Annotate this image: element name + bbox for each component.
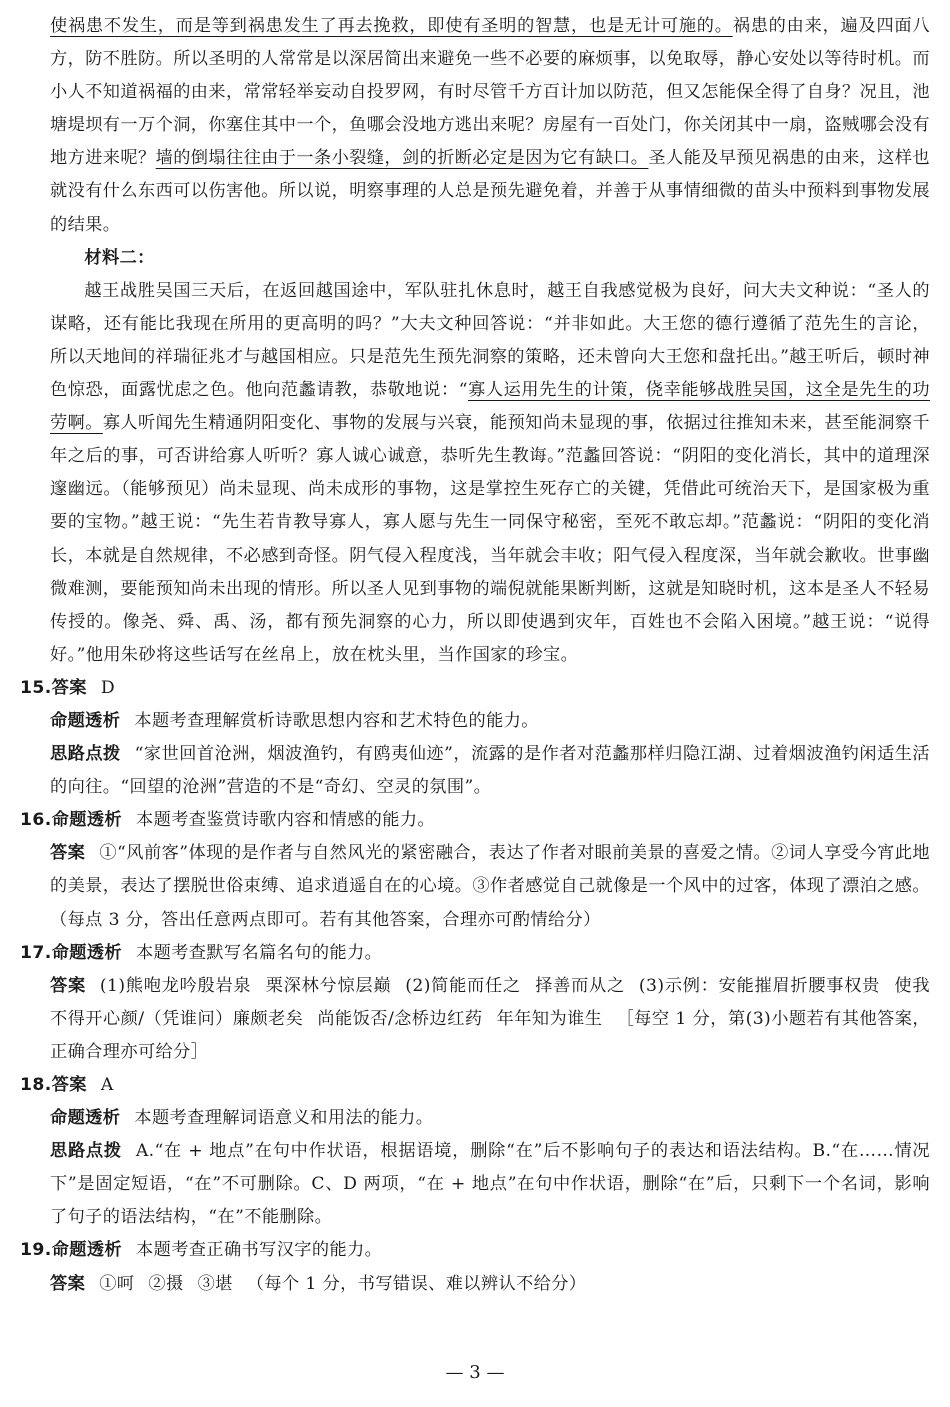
underlined-sentence: 墙的倒塌往往由于一条小裂缝，剑的折断必定是因为它有缺口。 — [155, 148, 649, 169]
analysis-label: 命题透析 — [50, 710, 121, 731]
analysis-text: 本题考查正确书写汉字的能力。 — [136, 1240, 383, 1261]
analysis-label: 命题透析 — [50, 1108, 121, 1129]
answer-text: ①“风前客”体现的是作者与自然风光的紧密融合，表达了作者对眼前美景的喜爱之情。②词人享受今宵此地的美景，表达了摆脱世俗束缚、追求逍遥自在的心境。③作者感觉自己就像是一个风中的过客，体现了漂泊之感。（每点 3 分，答出任意两点即可。若有其他答案，合理亦可酌情给分） — [50, 843, 930, 930]
q18-hint — [50, 1135, 930, 1234]
paragraph-text: 祸患的由来，遍及四面八方，防不胜防。所以圣明的人常常是以深居简出来避免一些不必要的麻烦事，以免取辱，静心安处以等待时机。而小人不知道祸福的由来，常常轻举妄动自投罗网，有时尽管千方百计加以防范，但又怎能保全得了自身？况且，池塘堤坝有一万个洞，你塞住其中一个，鱼哪会没地方逃出来呢？房屋有一百处门，你关闭其中一扇，盗贼哪会没有地方进来呢？ — [50, 16, 930, 169]
answer-text: ③堪 — [197, 1273, 233, 1294]
q16-analysis — [20, 804, 930, 837]
answer-label: 答案 — [51, 1075, 87, 1095]
document-page — [20, 10, 931, 1301]
answer-label: 答案 — [50, 843, 86, 864]
q19-analysis — [20, 1234, 930, 1267]
analysis-text: 本题考查默写名篇名句的能力。 — [136, 942, 383, 963]
q15-analysis — [50, 705, 930, 738]
answer-text: 使我不得开心颜/（凭谁问）廉颇老矣 — [50, 975, 930, 1029]
q19-answer — [50, 1268, 930, 1301]
paragraph-text: 越王战胜吴国三天后，在返回越国途中，军队驻扎休息时，越王自我感觉极为良好，问大夫文种说：“圣人的谋略，还有能比我现在所用的更高明的吗？”大夫文种回答说：“并非如此。大王您的德行遵循了范先生的言论，所以天地间的祥瑞征兆才与越国相应。只是范先生预先洞察的策略，还未曾向大王您和盘托出。”越王听后，顿时神色惊恐，面露忧虑之色。他向范蠡请教，恭敬地说：“ — [50, 280, 930, 401]
analysis-label: 命题透析 — [51, 810, 123, 831]
answer-text: 年年知为谁生 — [496, 1008, 603, 1029]
analysis-label: 命题透析 — [51, 1240, 123, 1261]
underlined-sentence: 寡人运用先生的计策，侥幸能够战胜吴国，这全是先生的功劳啊。 — [50, 380, 930, 434]
q15-hint — [50, 738, 930, 804]
analysis-text: 本题考查理解赏析诗歌思想内容和艺术特色的能力。 — [134, 710, 539, 731]
question-number: 15. — [20, 677, 52, 698]
question-number: 19. — [20, 1240, 52, 1261]
q17-analysis — [20, 937, 930, 970]
analysis-text: 本题考查鉴赏诗歌内容和情感的能力。 — [136, 810, 436, 831]
answer-text: (3)示例：安能摧眉折腰事权贵 — [638, 975, 881, 996]
analysis-text: 本题考查理解词语意义和用法的能力。 — [134, 1108, 434, 1129]
paragraph-text: 圣人能及早预见祸患的由来，这样也就没有什么东西可以伤害他。所以说，明察事理的人总是预先避免着，并善于从事情细微的苗头中预料到事物发展的结果。 — [50, 148, 931, 235]
q18-analysis — [50, 1102, 930, 1135]
answer-label: 答案 — [51, 677, 87, 698]
q16-answer — [50, 837, 930, 936]
q18-answer — [20, 1069, 930, 1102]
underlined-sentence: 使祸患不发生，而是等到祸患发生了再去挽救，即使有圣明的智慧，也是无计可施的。 — [50, 16, 733, 36]
answer-note: ［每空 1 分，第(3)小题若有其他答案，正确合理亦可给分］ — [50, 1008, 930, 1062]
question-number: 18. — [20, 1075, 52, 1095]
answer-text: 尚能饭否/念桥边红药 — [317, 1008, 483, 1029]
answer-label: 答案 — [50, 1273, 86, 1294]
material-two-paragraph — [50, 275, 930, 672]
answer-text: 择善而从之 — [534, 975, 625, 996]
q15-answer — [20, 672, 930, 705]
answer-text: (2)简能而任之 — [405, 975, 521, 996]
answer-text: A — [100, 1075, 114, 1095]
answer-text: ①呵 — [99, 1273, 135, 1294]
answer-text: ②摄 — [148, 1273, 184, 1294]
q17-answer — [50, 970, 930, 1069]
hint-label: 思路点拨 — [50, 1141, 122, 1162]
page-number: — 3 — — [445, 1362, 505, 1383]
question-number: 17. — [20, 942, 52, 963]
paragraph-text: 寡人听闻先生精通阴阳变化、事物的发展与兴衰，能预知尚未显现的事，依据过往推知未来，甚至能洞察千年之后的事，可否讲给寡人听听？寡人诚心诚意，恭听先生教诲。”范蠡回答说：“阴阳的变化消长，其中的道理深邃幽远。（能够预见）尚未显现、尚未成形的事物，这是掌控生死存亡的关键，凭借此可统治天下，是国家极为重要的宝物。”越王说：“先生若肯教导寡人，寡人愿与先生一同保守秘密，至死不敢忘却。”范蠡说：“阴阳的变化消长，本就是自然规律，不必感到奇怪。阴气侵入程度浅，当年就会丰收；阳气侵入程度深，当年就会歉收。世事幽微难测，要能预知尚未出现的情形。所以圣人见到事物的端倪就能果断判断，这就是知晓时机，这本是圣人不轻易传授的。像尧、舜、禹、汤，都有预先洞察的心力，所以即使遇到灾年，百姓也不会陷入困境。”越王说：“说得好。”他用朱砂将这些话写在丝帛上，放在枕头里，当作国家的珍宝。 — [50, 413, 931, 665]
answer-note: （每个 1 分，书写错误、难以辨认不给分） — [246, 1273, 587, 1294]
hint-label: 思路点拨 — [50, 744, 121, 765]
material-one-continuation — [50, 10, 930, 242]
hint-text: “家世回首沧洲，烟波渔钓，有鸥夷仙迹”，流露的是作者对范蠡那样归隐江湖、过着烟波渔钓闲适生活的向往。“回望的沧洲”营造的不是“奇幻、空灵的氛围”。 — [50, 744, 930, 798]
answer-text: D — [100, 677, 116, 698]
material-two-title: 材料二： — [84, 247, 155, 268]
hint-text: A.“在 + 地点”在句中作状语，根据语境，删除“在”后不影响句子的表达和语法结构。B.“在……情况下”是固定短语，“在”不可删除。C、D 两项，“在 + 地点”在句中作状语，删除“在”后，只剩下一个名词，影响了句子的语法结构，“在”不能删除。 — [50, 1141, 930, 1228]
question-number: 16. — [20, 810, 52, 831]
answer-text: (1)熊咆龙吟殷岩泉 — [99, 975, 252, 996]
answer-text: 栗深林兮惊层巅 — [265, 975, 392, 996]
analysis-label: 命题透析 — [51, 942, 123, 963]
answer-label: 答案 — [50, 975, 86, 996]
